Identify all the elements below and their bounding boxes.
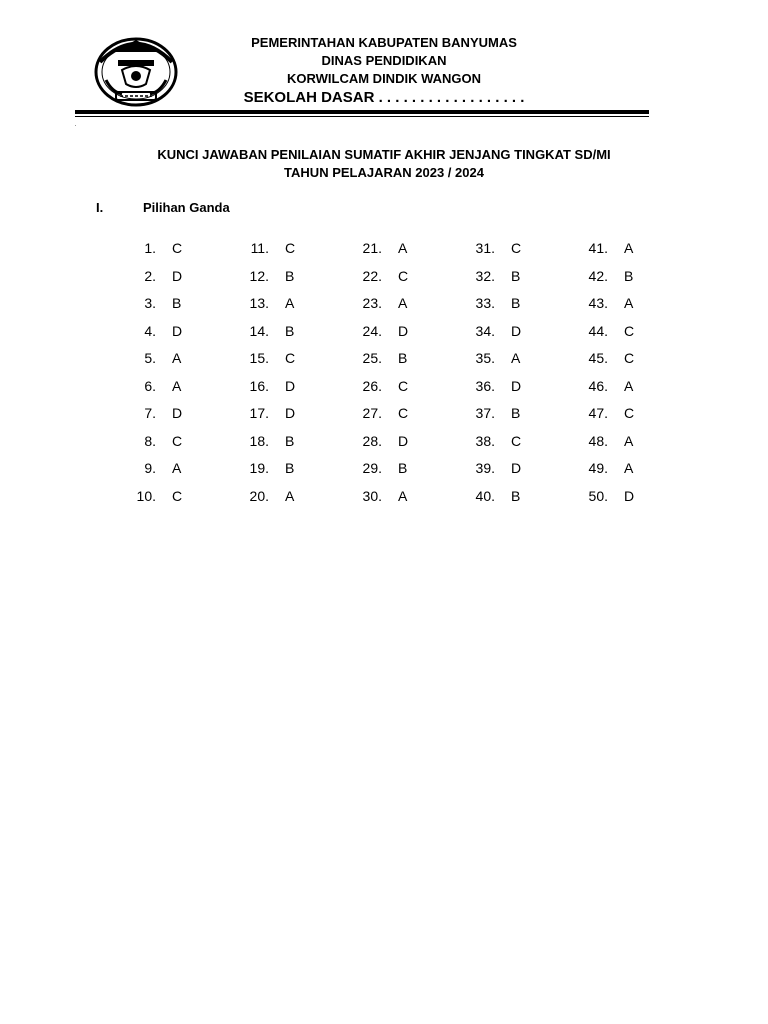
question-number: 37. [475, 405, 495, 421]
answer-item [568, 431, 634, 451]
answer-item [229, 293, 295, 313]
document-title-line2: TAHUN PELAJARAN 2023 / 2024 [284, 165, 484, 180]
letterhead-line-district: KORWILCAM DINDIK WANGON [286, 71, 482, 86]
question-number: 8. [144, 432, 156, 449]
letterhead-line-agency: DINAS PENDIDIKAN [321, 53, 447, 68]
answer-letter: D [624, 487, 635, 504]
answer-item [342, 348, 408, 368]
question-number: 13. [249, 295, 269, 311]
answer-item [455, 266, 521, 286]
answer-item [116, 403, 183, 423]
answer-item [229, 321, 295, 341]
letterhead-school-name: SEKOLAH DASAR . . . . . . . . . . . . . . . . . . [243, 89, 525, 106]
question-number: 36. [475, 377, 495, 394]
answer-letter: D [398, 322, 409, 339]
answer-item [455, 293, 521, 313]
question-number: 44. [588, 322, 608, 339]
question-number: 42. [588, 267, 608, 284]
answer-item [342, 458, 408, 478]
question-number: 3. [144, 295, 156, 311]
answer-letter: A [624, 432, 634, 449]
answer-item [116, 238, 183, 258]
answer-item [568, 293, 634, 313]
answer-letter: D [511, 460, 522, 476]
answer-item [568, 238, 634, 258]
answer-item [455, 458, 522, 478]
question-number: 45. [588, 350, 608, 366]
answer-item [229, 403, 296, 423]
answer-item [342, 238, 408, 258]
answer-letter: B [285, 460, 295, 476]
question-number: 49. [588, 460, 608, 476]
document-title-line1: KUNCI JAWABAN PENILAIAN SUMATIF AKHIR JENJANG TINGKAT SD/MI [157, 147, 611, 162]
answer-item [568, 458, 634, 478]
answer-item [116, 458, 182, 478]
answer-item [116, 486, 183, 506]
answer-item [116, 321, 183, 341]
answer-item [455, 348, 521, 368]
question-number: 31. [475, 240, 495, 256]
question-number: 33. [475, 295, 495, 311]
answer-letter: B [511, 267, 521, 284]
question-number: 28. [362, 432, 382, 449]
answer-item [568, 266, 634, 286]
answer-letter: B [511, 295, 521, 311]
answer-letter: B [398, 350, 408, 366]
answer-letter: A [398, 295, 408, 311]
answer-letter: C [398, 405, 409, 421]
answer-item [455, 431, 522, 451]
question-number: 29. [362, 460, 382, 476]
question-number: 32. [475, 267, 495, 284]
answer-item [116, 266, 183, 286]
answer-letter: C [511, 240, 522, 256]
answer-letter: A [172, 350, 182, 366]
question-number: 14. [249, 322, 269, 339]
answer-letter: D [172, 267, 183, 284]
question-number: 1. [144, 240, 156, 256]
question-number: 30. [362, 487, 382, 504]
answer-item [342, 293, 408, 313]
letterhead-divider-thick [75, 110, 649, 114]
answer-letter: B [285, 322, 295, 339]
answer-letter: C [172, 432, 183, 449]
section-label: Pilihan Ganda [143, 200, 230, 215]
question-number: 15. [249, 350, 269, 366]
question-number: 35. [475, 350, 495, 366]
answer-item [342, 486, 408, 506]
question-number: 50. [588, 487, 608, 504]
question-number: 16. [249, 377, 269, 394]
question-number: 25. [362, 350, 382, 366]
answer-item [568, 486, 635, 506]
answer-item [455, 403, 521, 423]
question-number: 39. [475, 460, 495, 476]
answer-item [342, 376, 409, 396]
answer-letter: D [511, 377, 522, 394]
question-number: 9. [144, 460, 156, 476]
question-number: 34. [475, 322, 495, 339]
question-number: 26. [362, 377, 382, 394]
answer-item [229, 431, 295, 451]
answer-letter: A [511, 350, 521, 366]
answer-letter: D [398, 432, 409, 449]
answer-item [342, 321, 409, 341]
document-title [100, 146, 668, 182]
question-number: 20. [249, 487, 269, 504]
question-number: 2. [144, 267, 156, 284]
answer-item [568, 403, 635, 423]
question-number: 4. [144, 322, 156, 339]
answer-item [229, 348, 296, 368]
answer-item [116, 376, 182, 396]
answer-letter: A [285, 295, 295, 311]
answer-letter: B [511, 405, 521, 421]
answer-item [229, 376, 296, 396]
answer-letter: C [624, 405, 635, 421]
answer-letter: A [624, 240, 634, 256]
answer-item [568, 321, 635, 341]
question-number: 27. [362, 405, 382, 421]
answer-item [342, 403, 409, 423]
question-number: 41. [588, 240, 608, 256]
question-number: 38. [475, 432, 495, 449]
stray-mark [75, 125, 76, 126]
answer-letter: A [172, 460, 182, 476]
question-number: 12. [249, 267, 269, 284]
answer-item [229, 238, 296, 258]
question-number: 24. [362, 322, 382, 339]
question-number: 46. [588, 377, 608, 394]
answer-letter: C [511, 432, 522, 449]
answer-letter: C [172, 240, 183, 256]
answer-letter: B [511, 487, 521, 504]
answer-letter: C [398, 377, 409, 394]
question-number: 19. [249, 460, 269, 476]
answer-letter: C [398, 267, 409, 284]
answer-letter: C [624, 350, 635, 366]
question-number: 22. [362, 267, 382, 284]
question-number: 11. [250, 240, 269, 256]
answer-letter: A [624, 377, 634, 394]
answer-letter: B [624, 267, 634, 284]
answer-letter: A [398, 487, 408, 504]
answer-letter: D [172, 405, 183, 421]
answer-letter: D [511, 322, 522, 339]
question-number: 40. [475, 487, 495, 504]
answer-letter: A [624, 295, 634, 311]
letterhead-divider-thin [75, 116, 649, 117]
question-number: 7. [144, 405, 156, 421]
question-number: 48. [588, 432, 608, 449]
answer-letter: D [285, 405, 296, 421]
answer-item [229, 266, 295, 286]
answer-letter: A [398, 240, 408, 256]
question-number: 17. [249, 405, 269, 421]
answer-letter: C [285, 350, 296, 366]
answer-item [116, 348, 182, 368]
answer-letter: A [624, 460, 634, 476]
answer-item [342, 431, 409, 451]
answer-letter: B [285, 432, 295, 449]
answer-letter: B [285, 267, 295, 284]
question-number: 10. [136, 487, 156, 504]
answer-item [342, 266, 409, 286]
question-number: 6. [144, 377, 156, 394]
answer-letter: C [624, 322, 635, 339]
question-number: 47. [588, 405, 608, 421]
answer-letter: B [172, 295, 182, 311]
answer-letter: A [285, 487, 295, 504]
answer-item [455, 238, 522, 258]
answer-letter: D [285, 377, 296, 394]
answer-item [568, 376, 634, 396]
answer-letter: C [285, 240, 296, 256]
answer-item [568, 348, 635, 368]
answer-item [455, 376, 522, 396]
answer-letter: B [398, 460, 408, 476]
answer-letter: D [172, 322, 183, 339]
section-number: I. [96, 200, 104, 215]
answer-item [455, 486, 521, 506]
question-number: 18. [249, 432, 269, 449]
answer-item [455, 321, 522, 341]
answer-item [116, 431, 183, 451]
answer-item [229, 486, 295, 506]
question-number: 23. [362, 295, 382, 311]
answer-item [116, 293, 182, 313]
answer-letter: A [172, 377, 182, 394]
question-number: 43. [588, 295, 608, 311]
letterhead [200, 34, 568, 108]
question-number: 5. [144, 350, 156, 366]
question-number: 21. [362, 240, 382, 256]
answer-letter: C [172, 487, 183, 504]
regency-seal-logo [92, 32, 180, 108]
letterhead-line-government: PEMERINTAHAN KABUPATEN BANYUMAS [251, 35, 517, 50]
answer-item [229, 458, 295, 478]
